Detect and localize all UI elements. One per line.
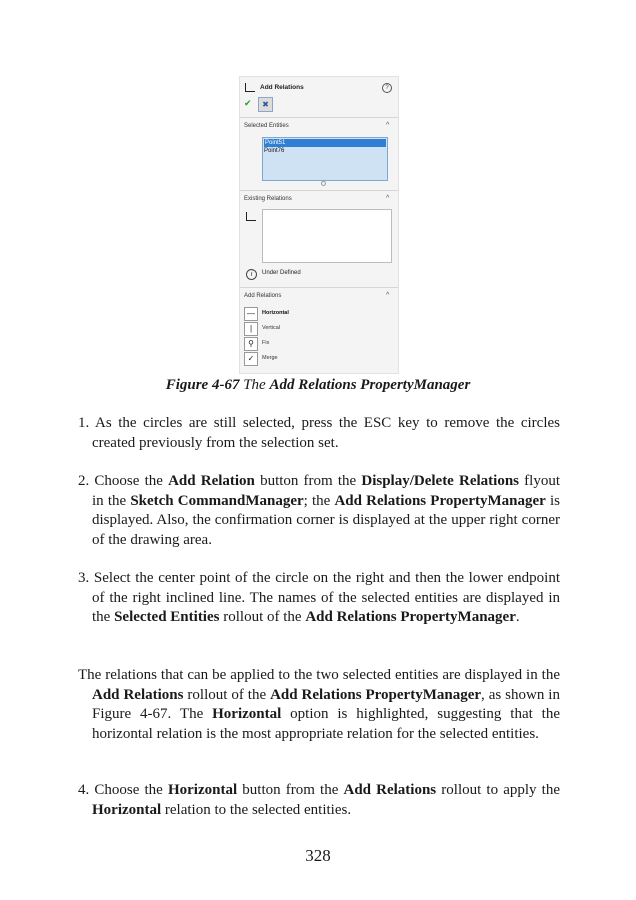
add-relations-title: Add Relations xyxy=(244,293,282,299)
collapse-chevron-icon[interactable]: ^ xyxy=(386,292,390,299)
fix-relation-label[interactable]: Fix xyxy=(262,340,270,346)
horizontal-relation-icon[interactable]: — xyxy=(244,307,258,321)
info-icon: i xyxy=(246,269,257,280)
step-1-paragraph: 1. As the circles are still selected, press the ESC key to remove the circles created previously from the selection set. xyxy=(78,415,560,451)
merge-relation-label[interactable]: Merge xyxy=(262,355,278,361)
list-item[interactable]: Point76 xyxy=(264,148,285,154)
figure-title: Add Relations PropertyManager xyxy=(269,377,471,393)
collapse-chevron-icon[interactable]: ^ xyxy=(386,195,390,202)
figure-caption xyxy=(0,377,636,394)
caption-the: The xyxy=(243,377,266,393)
existing-relations-list[interactable] xyxy=(262,209,392,263)
status-under-defined: Under Defined xyxy=(262,270,301,276)
divider xyxy=(240,190,398,191)
fix-relation-icon[interactable]: ⚲ xyxy=(244,337,258,351)
vertical-relation-label[interactable]: Vertical xyxy=(262,325,281,331)
collapse-chevron-icon[interactable]: ^ xyxy=(386,122,390,129)
step-4-paragraph: 4. Choose the Horizontal button from the Add Relations rollout to apply the Horizontal relation to the selected entities. xyxy=(78,782,560,818)
relation-icon xyxy=(246,212,256,221)
selected-entities-title: Selected Entities xyxy=(244,123,289,129)
figure-number: Figure 4-67 xyxy=(165,377,240,393)
existing-relations-title: Existing Relations xyxy=(244,196,292,202)
merge-relation-icon[interactable]: ✓ xyxy=(244,352,258,366)
list-item[interactable]: Point51 xyxy=(264,139,386,147)
relations-paragraph: The relations that can be applied to the two selected entities are displayed in the Add Relations rollout of the Add Relations PropertyManager, as shown in Figure 4-67. The Horizontal option is highlighted, suggesting that the horizontal relation is the most appropriate relation for the selected entities. xyxy=(78,667,560,742)
divider xyxy=(240,117,398,118)
panel-title: Add Relations xyxy=(260,84,304,91)
add-relations-propertymanager-figure xyxy=(239,76,399,374)
step-3-paragraph: 3. Select the center point of the circle on the right and then the lower endpoint of the right inclined line. The names of the selected entities are displayed in the Selected Entities rollout of the Add Relations PropertyManager. xyxy=(78,570,560,625)
selected-entities-list[interactable] xyxy=(262,137,388,181)
divider xyxy=(240,287,398,288)
keep-visible-pin-button[interactable]: ✖ xyxy=(258,97,273,112)
help-icon[interactable]: ? xyxy=(382,83,392,93)
page-number: 328 xyxy=(305,846,331,865)
list-resize-handle[interactable] xyxy=(321,181,326,186)
ok-check-icon[interactable]: ✔ xyxy=(244,98,252,108)
relation-icon xyxy=(245,83,255,92)
horizontal-relation-label[interactable]: Horizontal xyxy=(262,310,289,316)
step-2-paragraph: 2. Choose the Add Relation button from the Display/Delete Relations flyout in the Sketch CommandManager; the Add Relations PropertyManager is displayed. Also, the confirmation corner is displayed at the upper right corner of the drawing area. xyxy=(78,473,561,548)
vertical-relation-icon[interactable]: | xyxy=(244,322,258,336)
